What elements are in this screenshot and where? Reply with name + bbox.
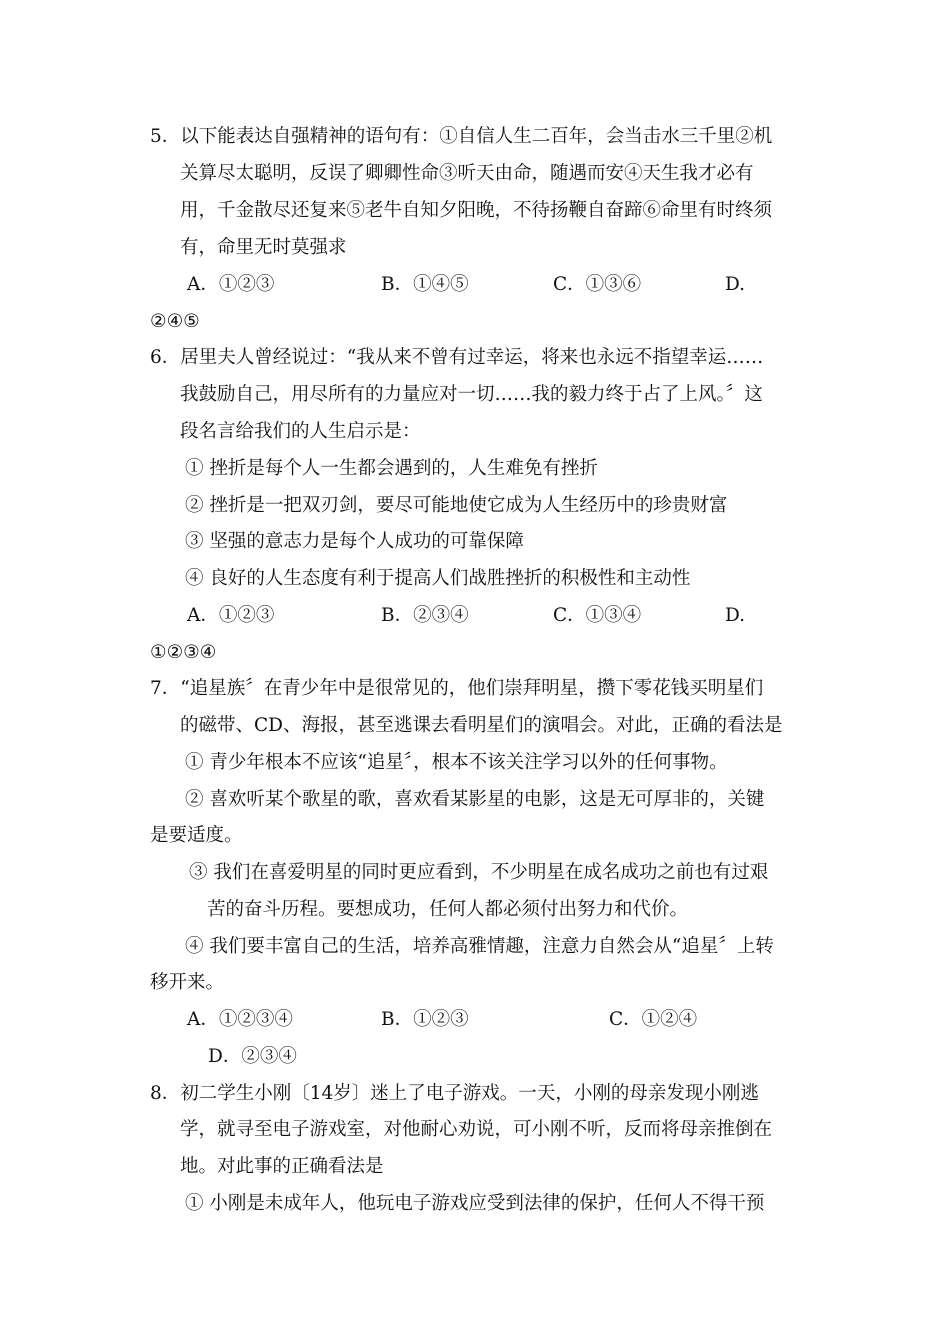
question-5-line-3: 用，千金散尽还复来⑤老牛自知夕阳晚，不待扬鞭自奋蹄⑥命里有时终须 bbox=[180, 200, 773, 221]
question-7-statement-3: ③ 我们在喜爱明星的同时更应看到，不少明星在成名成功之前也有过艰 bbox=[189, 862, 769, 883]
question-6-option-d: D. bbox=[725, 605, 746, 626]
question-6-line-3: 段名言给我们的人生启示是： bbox=[180, 421, 421, 442]
question-6-option-a: A．①②③ bbox=[187, 605, 275, 626]
question-5-option-c: C．①③⑥ bbox=[553, 274, 642, 295]
question-7-statement-1: ① 青少年根本不应该“追星〞，根本不该关注学习以外的任何事物。 bbox=[185, 752, 728, 773]
question-6-statement-3: ③ 坚强的意志力是每个人成功的可靠保障 bbox=[185, 531, 524, 552]
question-7-statement-2: ② 喜欢听某个歌星的歌，喜欢看某影星的电影，这是无可厚非的，关键 bbox=[185, 789, 765, 810]
question-7-option-d: D．②③④ bbox=[208, 1046, 297, 1067]
question-7-statement-4-cont: 移开来。 bbox=[150, 972, 225, 993]
question-8-line-3: 地。对此事的正确看法是 bbox=[180, 1156, 384, 1177]
question-7-line-2: 的磁带、CD、海报，甚至逃课去看明星们的演唱会。对此，正确的看法是 bbox=[180, 715, 783, 736]
question-8-line-1: 8．初二学生小刚〔14岁〕迷上了电子游戏。一天，小刚的母亲发现小刚逃 bbox=[150, 1083, 759, 1104]
question-7-option-a: A．①②③④ bbox=[187, 1009, 293, 1030]
question-5-option-d-text: ②④⑤ bbox=[150, 311, 200, 332]
question-5-option-b: B．①④⑤ bbox=[381, 274, 469, 295]
question-6-option-d-text: ①②③④ bbox=[150, 642, 217, 663]
question-6-line-1: 6．居里夫人曾经说过：“我从来不曾有过幸运，将来也永远不指望幸运…… bbox=[150, 347, 764, 368]
question-7-option-b: B．①②③ bbox=[381, 1009, 469, 1030]
question-7-statement-3-cont: 苦的奋斗历程。要想成功，任何人都必须付出努力和代价。 bbox=[207, 899, 689, 920]
question-8-statement-1: ① 小刚是未成年人，他玩电子游戏应受到法律的保护，任何人不得干预 bbox=[185, 1193, 765, 1214]
question-7-line-1: 7．“追星族〞在青少年中是很常见的，他们崇拜明星，攒下零花钱买明星们 bbox=[150, 678, 764, 699]
question-6-statement-1: ① 挫折是每个人一生都会遇到的，人生难免有挫折 bbox=[185, 458, 598, 479]
question-5-line-1: 5．以下能表达自强精神的语句有：①自信人生二百年，会当击水三千里②机 bbox=[150, 126, 773, 147]
question-7-option-c: C．①②④ bbox=[609, 1009, 698, 1030]
question-5-option-a: A．①②③ bbox=[187, 274, 275, 295]
question-6-option-b: B．②③④ bbox=[381, 605, 469, 626]
question-5-option-d: D. bbox=[725, 274, 746, 295]
question-5-line-4: 有，命里无时莫强求 bbox=[180, 237, 347, 258]
question-6-statement-4: ④ 良好的人生态度有利于提高人们战胜挫折的积极性和主动性 bbox=[185, 568, 691, 589]
question-7-statement-2-cont: 是要适度。 bbox=[150, 825, 243, 846]
question-6-statement-2: ② 挫折是一把双刃剑，要尽可能地使它成为人生经历中的珍贵财富 bbox=[185, 495, 728, 516]
question-6-option-c: C．①③④ bbox=[553, 605, 642, 626]
question-7-statement-4: ④ 我们要丰富自己的生活，培养高雅情趣，注意力自然会从“追星〞上转 bbox=[185, 936, 774, 957]
question-5-line-2: 关算尽太聪明，反误了卿卿性命③听天由命，随遇而安④天生我才必有 bbox=[180, 163, 754, 184]
question-6-line-2: 我鼓励自己，用尽所有的力量应对一切……我的毅力终于占了上风。〞这 bbox=[180, 384, 763, 405]
question-8-line-2: 学，就寻至电子游戏室，对他耐心劝说，可小刚不听，反而将母亲推倒在 bbox=[180, 1119, 773, 1140]
